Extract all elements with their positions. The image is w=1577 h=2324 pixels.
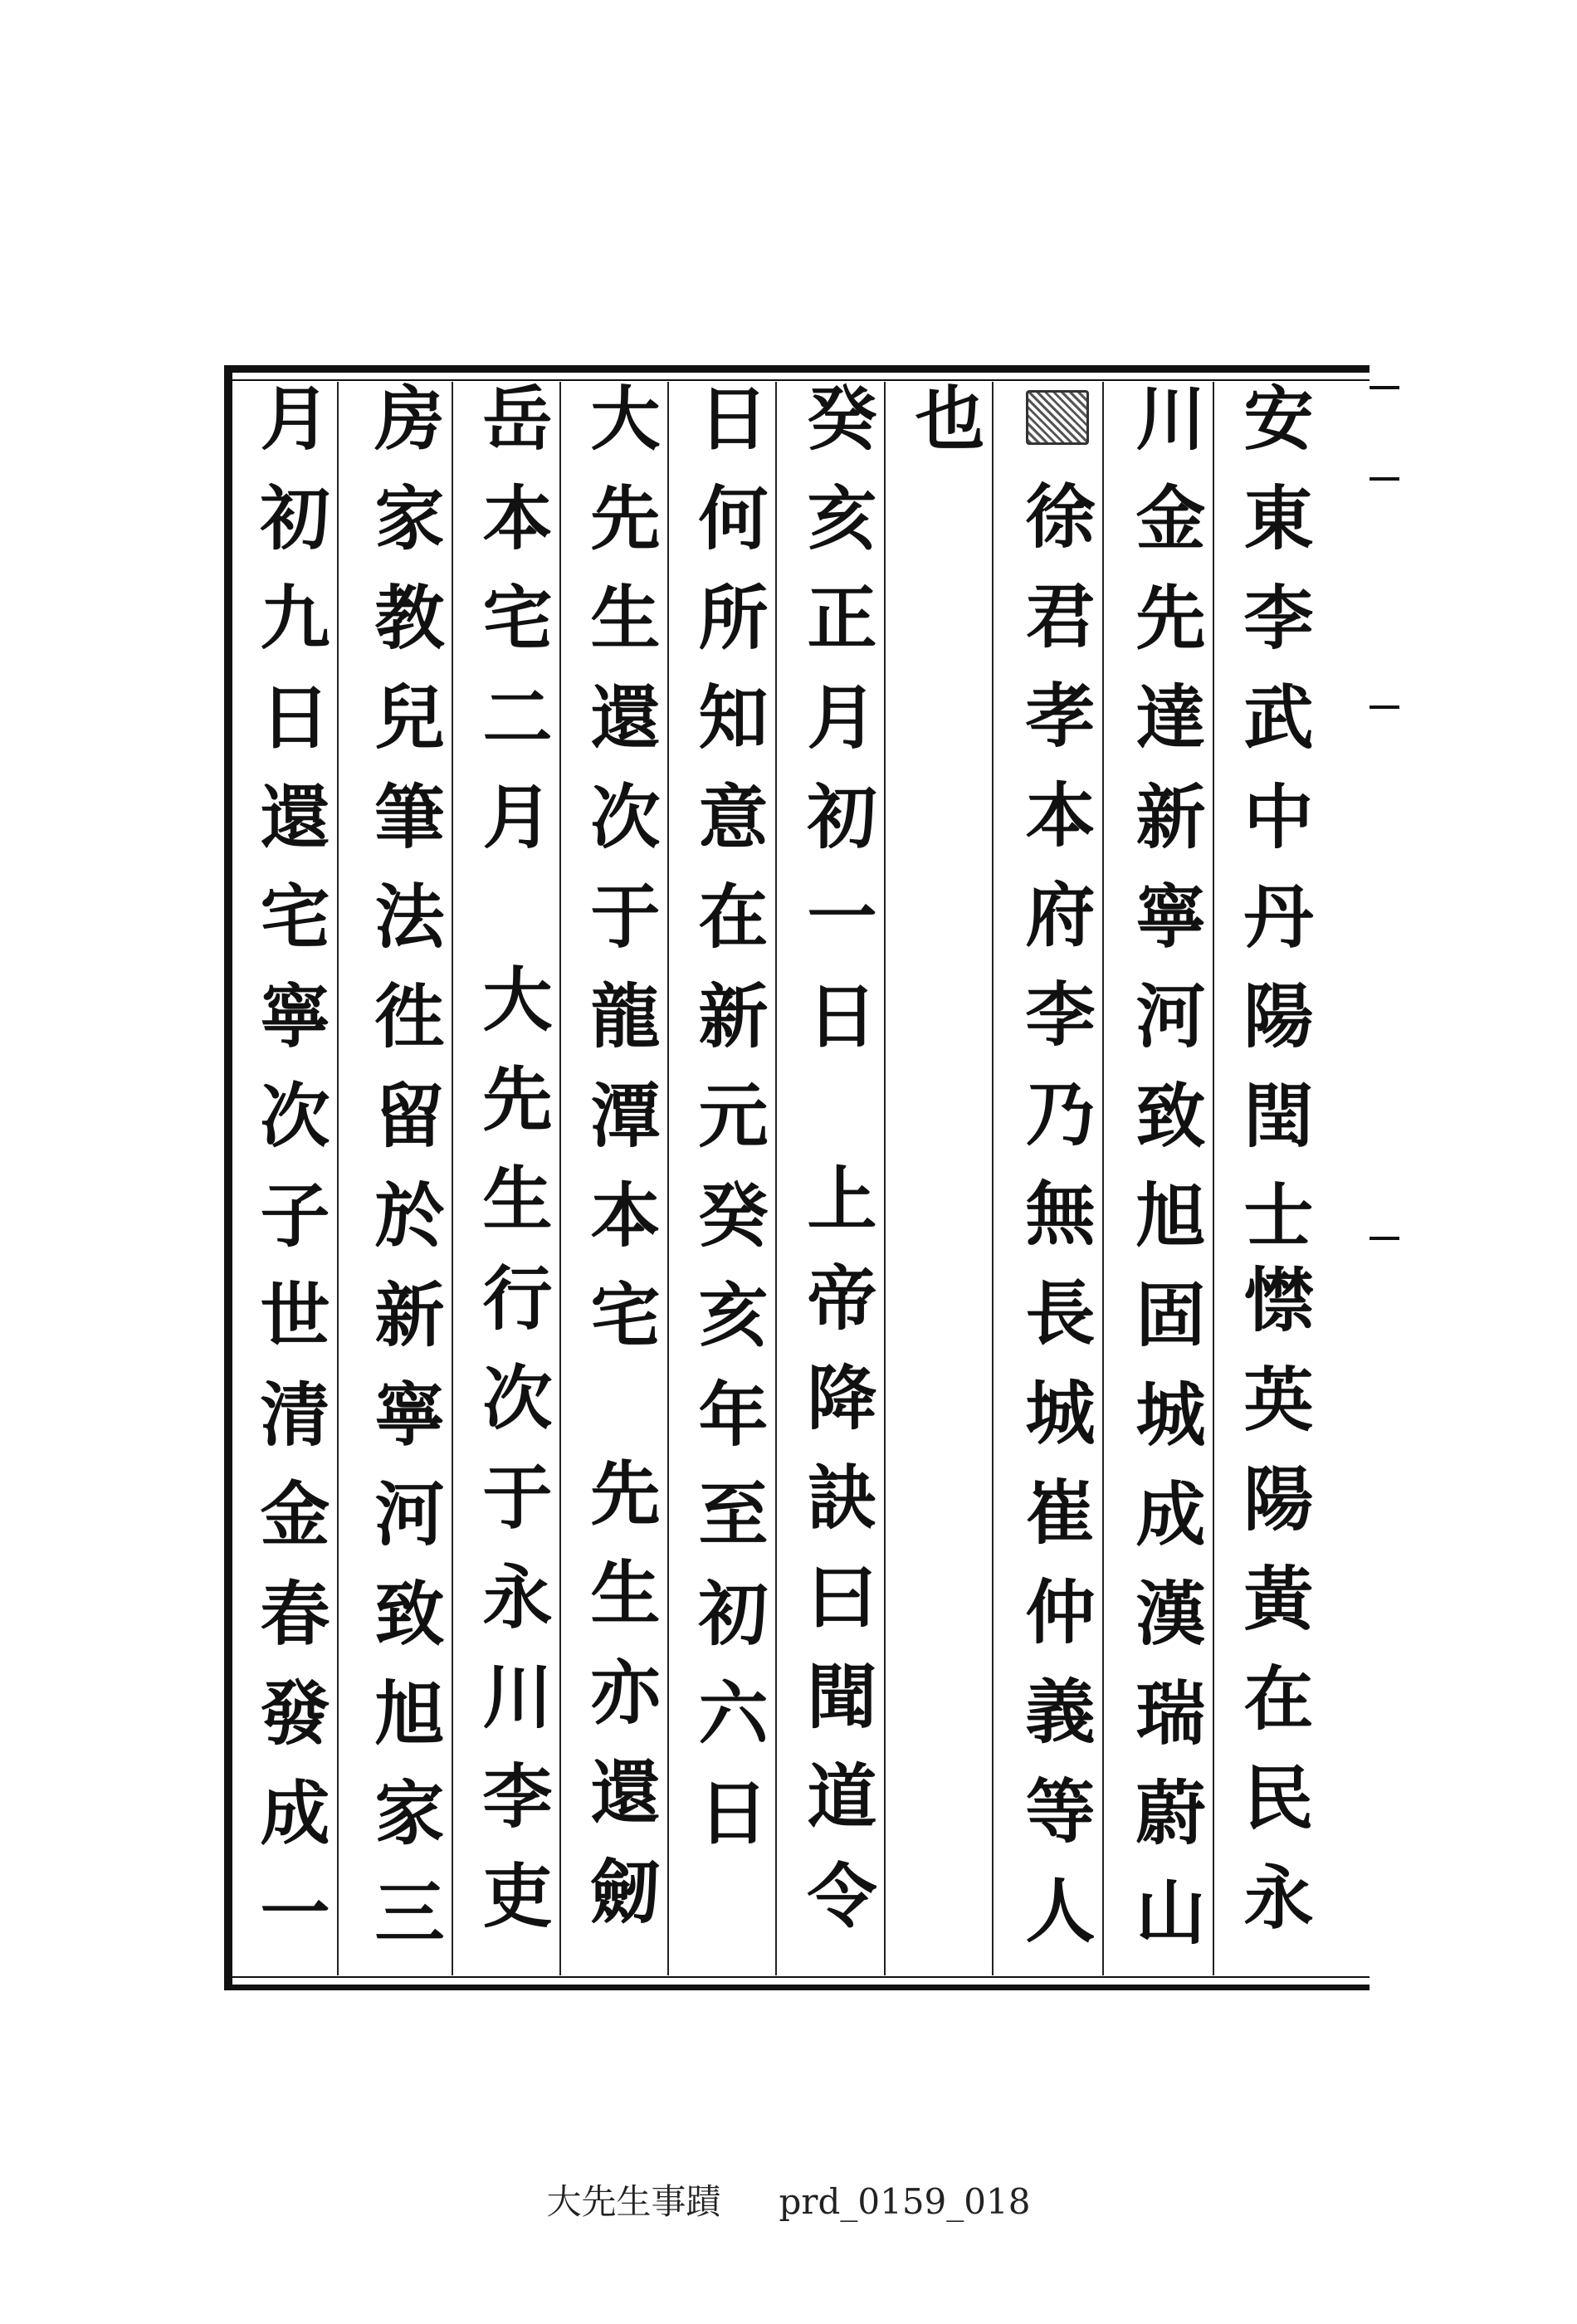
text-column [1116, 382, 1214, 1975]
text-column [571, 382, 669, 1975]
column-text-upper: 徐君孝本府李乃無長城崔仲義等人 [1014, 480, 1096, 1974]
column-text-upper: 房家教兒筆法徃留於新寧河致旭家三 [364, 382, 446, 1975]
margin-tick [1370, 1237, 1399, 1240]
column-text-lower: 先生亦還劒 [579, 1457, 662, 1955]
text-column [896, 382, 994, 1975]
text-column [788, 382, 886, 1975]
column-text-upper: 安東李武中丹陽閏士 [1233, 382, 1315, 1278]
text-column [1006, 382, 1104, 1975]
column-text-lower: 大先生行次于永川李吏 [471, 963, 554, 1959]
seal-stamp [1026, 390, 1089, 445]
text-column [241, 382, 339, 1975]
margin-tick [1370, 386, 1399, 389]
footer-code: prd_0159_018 [779, 2181, 1031, 2222]
margin-tick [1370, 706, 1399, 709]
column-text-lower: 㦗英陽黃在民永 [1233, 1263, 1315, 1960]
text-column [463, 382, 561, 1975]
column-text-upper: 癸亥正月初一日 [796, 382, 878, 1079]
column-text-lower: 上帝降訣曰聞道令 [796, 1162, 878, 1959]
column-text-upper: 月初九日還宅寧次子世清金春發成一 [249, 382, 331, 1975]
column-text-upper: 也 [904, 382, 986, 481]
column-text-upper: 大先生還次于龍潭本宅 [579, 382, 662, 1378]
footer-title: 大先生事蹟 [546, 2181, 721, 2222]
column-text-upper: 日何所知意在新元癸亥年至初六日 [687, 382, 769, 1876]
page-footer [0, 2175, 1577, 2224]
text-column [1224, 382, 1332, 1975]
column-text-upper: 川金先達新寧河致旭固城成漢瑞蔚山 [1125, 382, 1207, 1975]
text-column [355, 382, 453, 1975]
column-text-upper: 岳本宅二月 [471, 382, 554, 880]
margin-tick [1370, 477, 1399, 481]
text-column [679, 382, 777, 1975]
